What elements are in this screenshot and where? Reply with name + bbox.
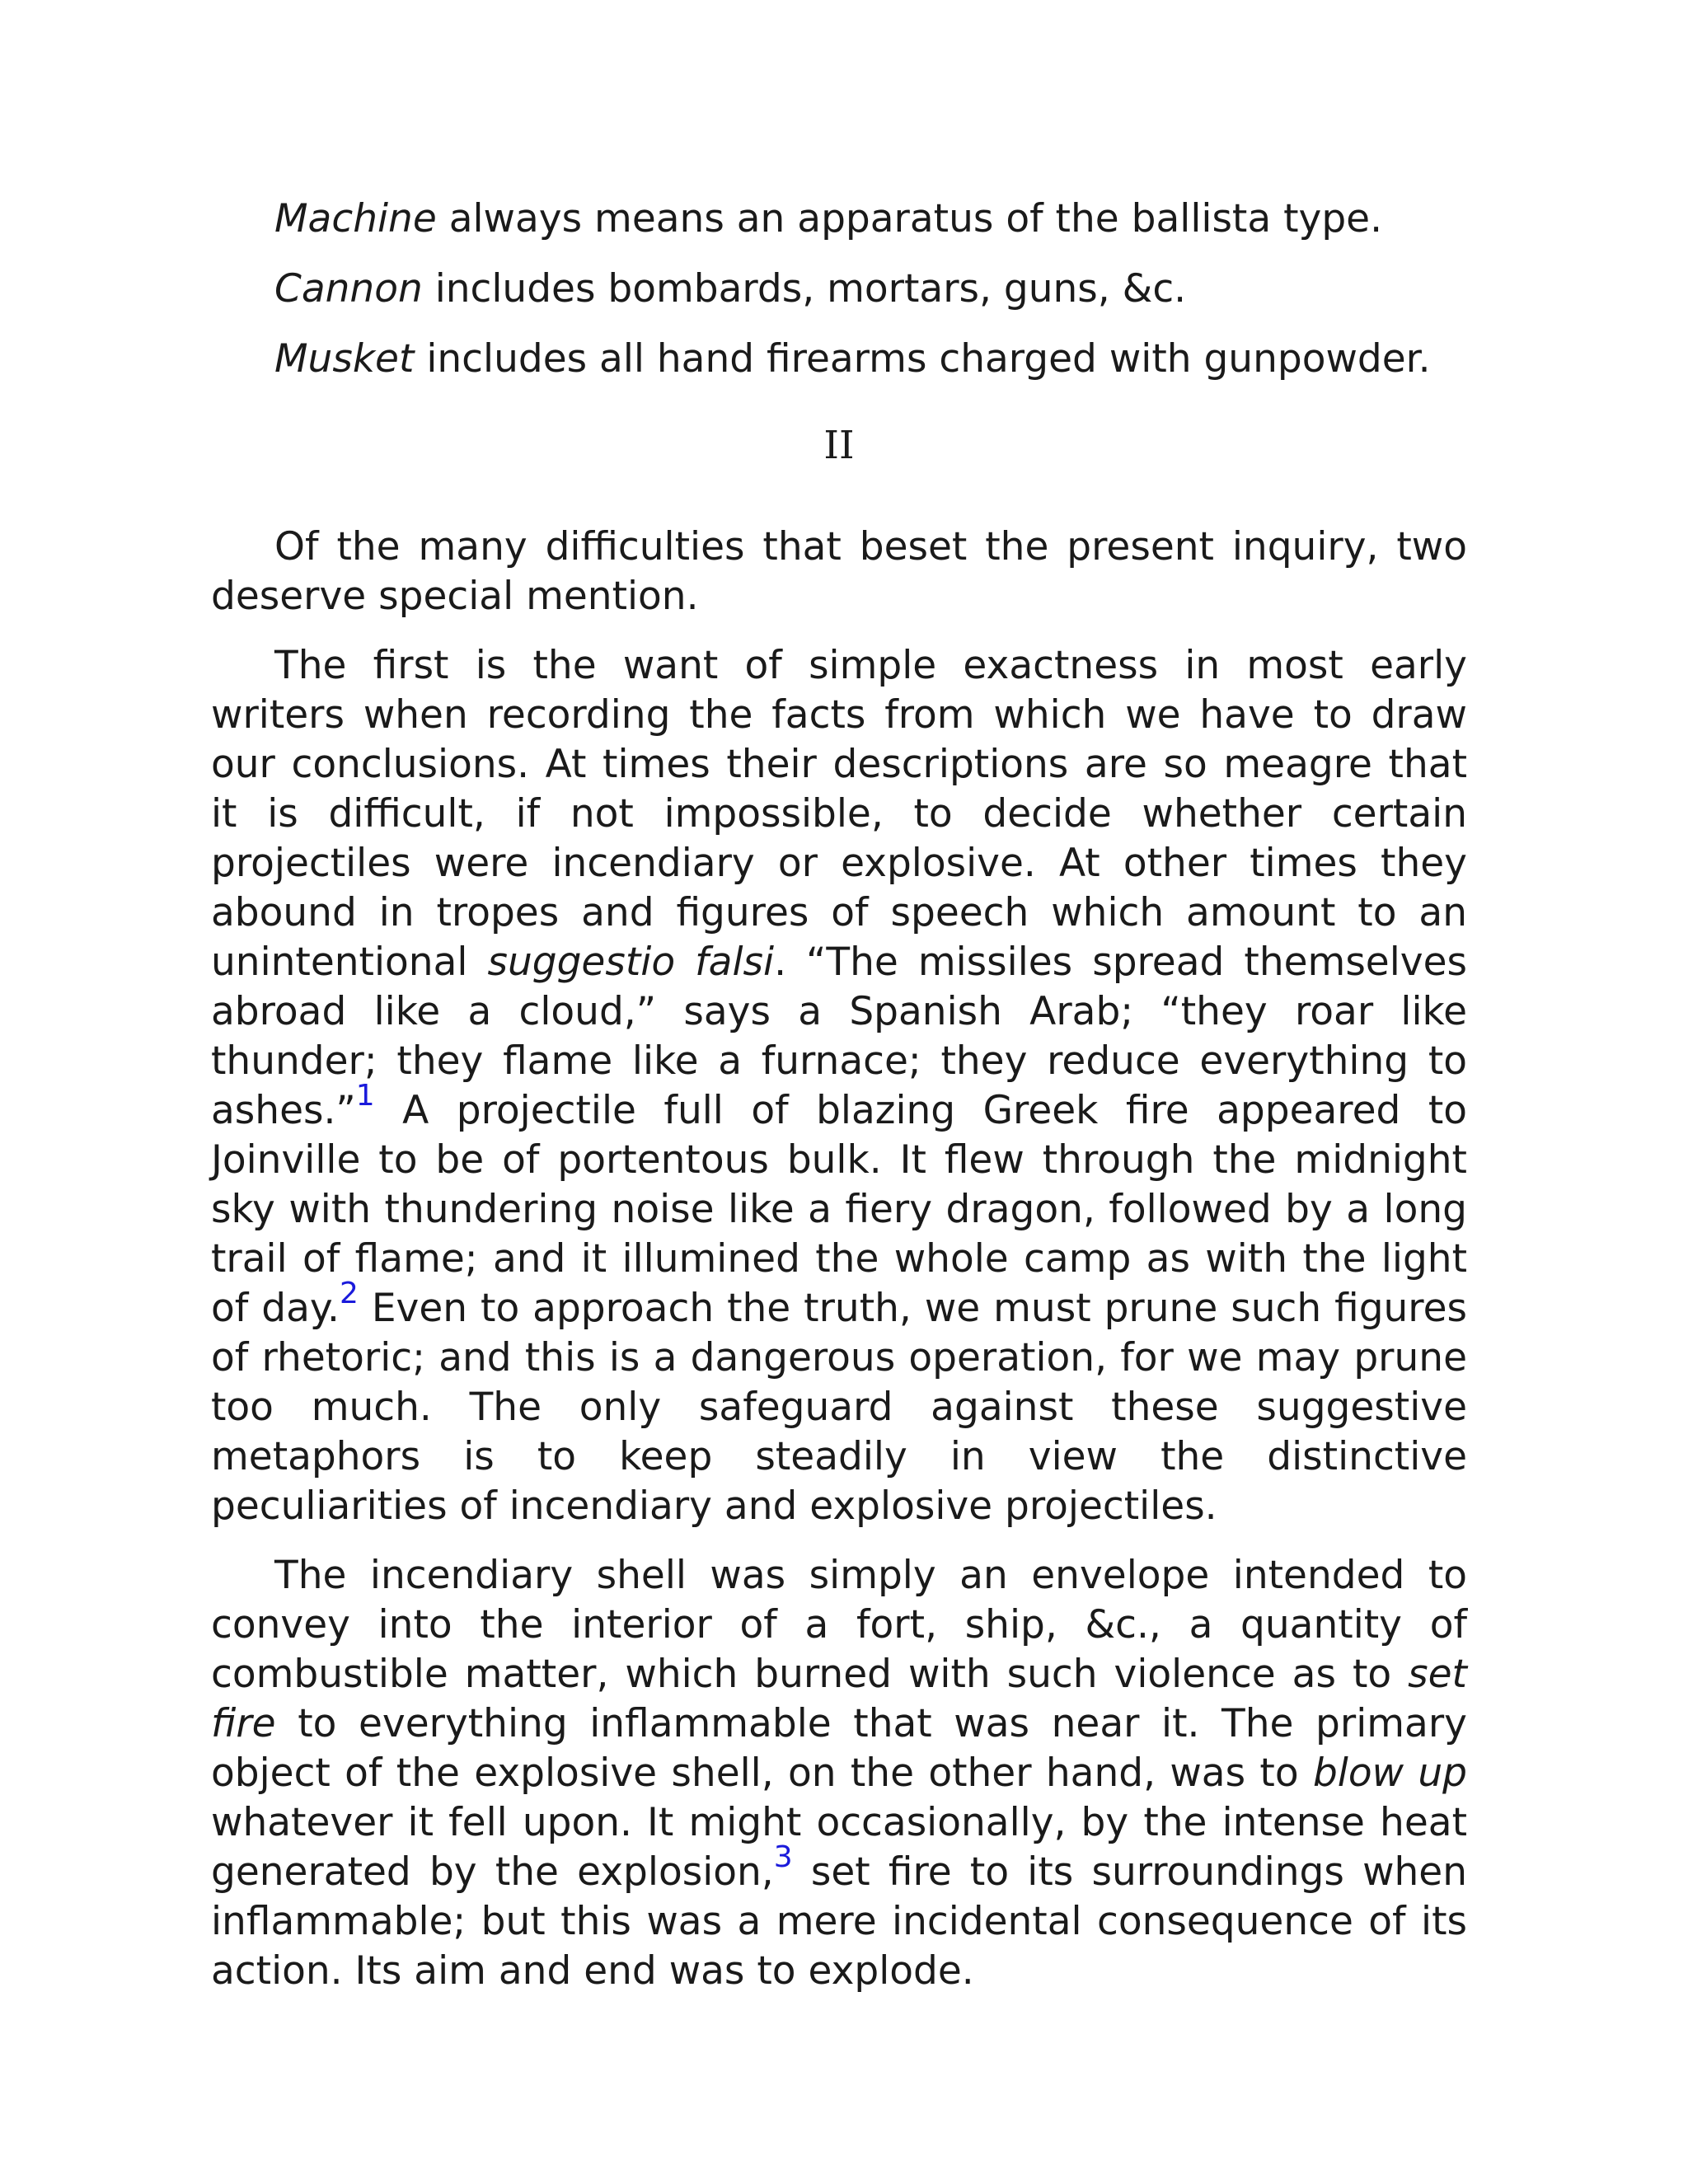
- paragraph-text: to everything inflammable that was near it. The primary object of the explosive shell, on the other hand, was to: [211, 1701, 1467, 1796]
- footnote-link-2[interactable]: 2: [339, 1277, 359, 1310]
- paragraph-text: . “The missiles spread themselves abroad like a cloud,” says a Spanish Arab; “they roar like thunder; they flame like a furnace; they reduce everything to ashes.”: [211, 940, 1467, 1133]
- section-heading: II: [823, 423, 855, 468]
- paragraph-exactness: [211, 641, 1467, 1531]
- definition-term: Musket: [274, 336, 415, 382]
- paragraph-text: Of the many difficulties that beset the present inquiry, two deserve special mention.: [211, 524, 1467, 619]
- italic-phrase: suggestio falsi: [487, 940, 775, 985]
- paragraph-text: The first is the want of simple exactness in most early writers when recording the facts from which we have to draw our conclusions. At times their descriptions are so meagre that it is difficult, if not impossible, to decide whether certain projectiles were incendiary or explosive. At other times they abound in tropes and figures of speech which amount to an unintentional: [211, 643, 1467, 985]
- paragraph-text: set fire to its surroundings when inflammable; but this was a mere incidental consequence of its action. Its aim and end was to explode.: [211, 1849, 1467, 1994]
- paragraph-text: Even to approach the truth, we must prune such figures of rhetoric; and this is a dangerous operation, for we may prune too much. The only safeguard against these suggestive metaphors is to keep steadily in view the distinctive peculiarities of incendiary and explosive projectiles.: [211, 1286, 1468, 1529]
- footnote-link-1[interactable]: 1: [355, 1079, 375, 1113]
- definition-machine: [211, 194, 1467, 244]
- definition-term: Cannon: [274, 266, 423, 312]
- definition-text: includes bombards, mortars, guns, &c.: [422, 266, 1187, 312]
- definition-musket: [211, 335, 1467, 384]
- footnote-link-3[interactable]: 3: [773, 1840, 793, 1874]
- paragraph-text: whatever it fell upon. It might occasionally, by the intense heat generated by the explosion,: [211, 1800, 1467, 1895]
- italic-phrase: blow up: [1312, 1750, 1467, 1796]
- paragraph-text: The incendiary shell was simply an envelope intended to convey into the interior of a fort, ship, &c., a quantity of combustible matter, which burned with such violence as to: [211, 1553, 1467, 1697]
- italic-phrase: set fire: [211, 1652, 1467, 1746]
- definition-text: always means an apparatus of the ballista type.: [436, 196, 1383, 241]
- definition-text: includes all hand firearms charged with gunpowder.: [414, 336, 1431, 382]
- definition-term: Machine: [274, 196, 437, 241]
- page-content: [211, 194, 1467, 2016]
- paragraph-difficulties: [211, 523, 1467, 621]
- definition-cannon: [211, 265, 1467, 314]
- paragraph-text: A projectile full of blazing Greek fire appeared to Joinville to be of portentous bulk. It flew through the midnight sky with thundering noise like a fiery dragon, followed by a long trail of flame; and it illumined the whole camp as with the light of day.: [211, 1088, 1467, 1331]
- paragraph-incendiary-shell: [211, 1551, 1467, 1996]
